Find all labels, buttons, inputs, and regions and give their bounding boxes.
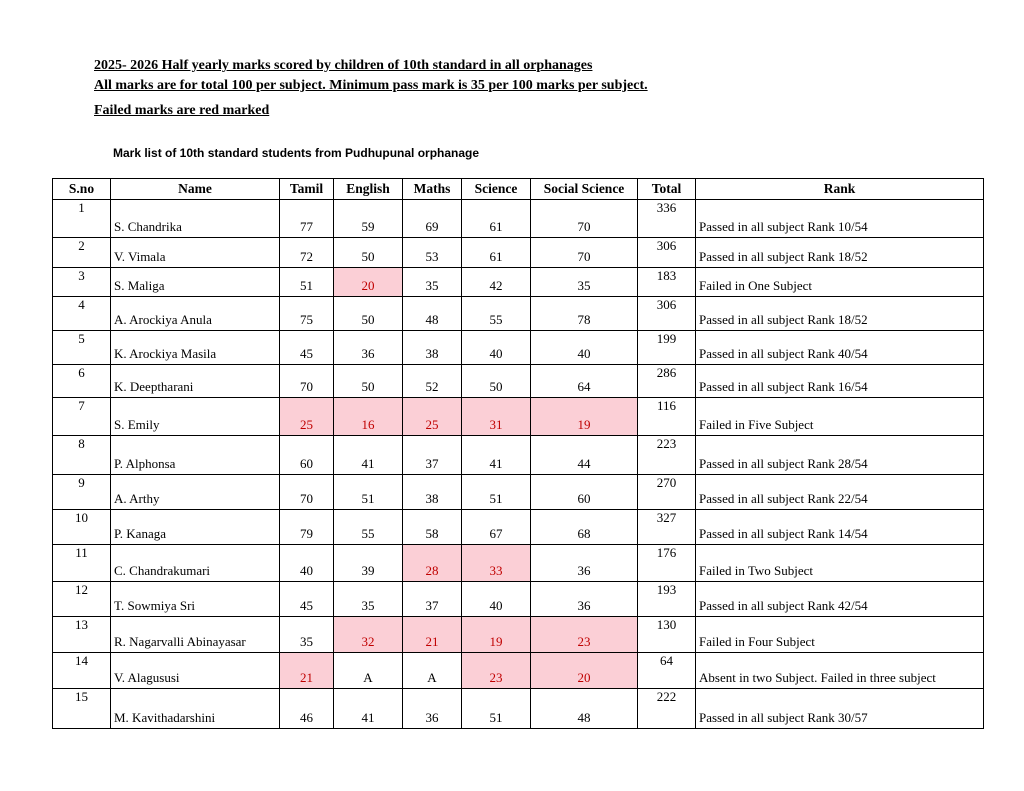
rank-status: Passed in all subject Rank 42/54: [696, 582, 984, 617]
mark-science: 23: [462, 653, 531, 689]
rank-status: Failed in Four Subject: [696, 617, 984, 653]
total-marks: 222: [638, 689, 696, 729]
document-title: 2025- 2026 Half yearly marks scored by children of 10th standard in all orphanages: [94, 58, 593, 73]
mark-tamil: 45: [280, 582, 334, 617]
mark-maths: 21: [403, 617, 462, 653]
mark-maths: 25: [403, 398, 462, 436]
student-name: P. Kanaga: [111, 510, 280, 545]
mark-science: 61: [462, 200, 531, 238]
rank-status: Passed in all subject Rank 28/54: [696, 436, 984, 475]
mark-science: 61: [462, 238, 531, 268]
mark-science: 41: [462, 436, 531, 475]
mark-social-science: 40: [531, 331, 638, 365]
mark-tamil: 72: [280, 238, 334, 268]
student-name: K. Deeptharani: [111, 365, 280, 398]
student-name: R. Nagarvalli Abinayasar: [111, 617, 280, 653]
student-name: T. Sowmiya Sri: [111, 582, 280, 617]
mark-english: 41: [334, 436, 403, 475]
mark-social-science: 70: [531, 200, 638, 238]
student-name: A. Arockiya Anula: [111, 297, 280, 331]
total-marks: 183: [638, 268, 696, 297]
total-marks: 193: [638, 582, 696, 617]
table-row: [53, 545, 984, 582]
row-sno: 10: [53, 510, 111, 545]
rank-status: Passed in all subject Rank 16/54: [696, 365, 984, 398]
mark-maths: 35: [403, 268, 462, 297]
mark-social-science: 36: [531, 582, 638, 617]
student-name: P. Alphonsa: [111, 436, 280, 475]
rank-status: Passed in all subject Rank 14/54: [696, 510, 984, 545]
mark-social-science: 36: [531, 545, 638, 582]
col-header-social-science: Social Science: [531, 179, 638, 200]
student-name: C. Chandrakumari: [111, 545, 280, 582]
mark-tamil: 35: [280, 617, 334, 653]
col-header-english: English: [334, 179, 403, 200]
row-sno: 3: [53, 268, 111, 297]
student-name: V. Vimala: [111, 238, 280, 268]
mark-maths: 48: [403, 297, 462, 331]
rank-status: Passed in all subject Rank 10/54: [696, 200, 984, 238]
mark-maths: 28: [403, 545, 462, 582]
col-header-sno: S.no: [53, 179, 111, 200]
mark-english: A: [334, 653, 403, 689]
mark-science: 50: [462, 365, 531, 398]
table-row: [53, 653, 984, 689]
mark-tamil: 40: [280, 545, 334, 582]
mark-science: 19: [462, 617, 531, 653]
mark-social-science: 48: [531, 689, 638, 729]
table-row: [53, 617, 984, 653]
mark-science: 51: [462, 689, 531, 729]
col-header-total: Total: [638, 179, 696, 200]
row-sno: 6: [53, 365, 111, 398]
rank-status: Passed in all subject Rank 18/52: [696, 297, 984, 331]
row-sno: 4: [53, 297, 111, 331]
mark-english: 39: [334, 545, 403, 582]
mark-social-science: 60: [531, 475, 638, 510]
total-marks: 306: [638, 297, 696, 331]
rank-status: Failed in One Subject: [696, 268, 984, 297]
table-row: [53, 436, 984, 475]
mark-social-science: 23: [531, 617, 638, 653]
mark-science: 55: [462, 297, 531, 331]
mark-english: 50: [334, 238, 403, 268]
rank-status: Passed in all subject Rank 22/54: [696, 475, 984, 510]
row-sno: 7: [53, 398, 111, 436]
mark-tamil: 70: [280, 365, 334, 398]
mark-maths: 37: [403, 582, 462, 617]
mark-english: 51: [334, 475, 403, 510]
mark-maths: 38: [403, 331, 462, 365]
total-marks: 270: [638, 475, 696, 510]
row-sno: 9: [53, 475, 111, 510]
row-sno: 15: [53, 689, 111, 729]
mark-social-science: 78: [531, 297, 638, 331]
total-marks: 286: [638, 365, 696, 398]
mark-maths: 69: [403, 200, 462, 238]
mark-maths: 53: [403, 238, 462, 268]
rank-status: Absent in two Subject. Failed in three subject: [696, 653, 984, 689]
table-title: Mark list of 10th standard students from Pudhupunal orphanage: [113, 146, 480, 160]
mark-maths: 58: [403, 510, 462, 545]
row-sno: 2: [53, 238, 111, 268]
row-sno: 1: [53, 200, 111, 238]
total-marks: 327: [638, 510, 696, 545]
student-name: K. Arockiya Masila: [111, 331, 280, 365]
mark-maths: 36: [403, 689, 462, 729]
mark-maths: 38: [403, 475, 462, 510]
mark-science: 67: [462, 510, 531, 545]
col-header-tamil: Tamil: [280, 179, 334, 200]
rank-status: Failed in Two Subject: [696, 545, 984, 582]
mark-english: 20: [334, 268, 403, 297]
mark-tamil: 70: [280, 475, 334, 510]
col-header-science: Science: [462, 179, 531, 200]
mark-social-science: 68: [531, 510, 638, 545]
mark-tamil: 25: [280, 398, 334, 436]
row-sno: 12: [53, 582, 111, 617]
mark-science: 40: [462, 331, 531, 365]
total-marks: 306: [638, 238, 696, 268]
total-marks: 336: [638, 200, 696, 238]
table-row: [53, 689, 984, 729]
col-header-rank: Rank: [696, 179, 984, 200]
mark-tamil: 75: [280, 297, 334, 331]
mark-science: 40: [462, 582, 531, 617]
table-row: [53, 200, 984, 238]
mark-english: 35: [334, 582, 403, 617]
mark-english: 36: [334, 331, 403, 365]
mark-tamil: 46: [280, 689, 334, 729]
total-marks: 130: [638, 617, 696, 653]
mark-social-science: 64: [531, 365, 638, 398]
mark-tamil: 51: [280, 268, 334, 297]
mark-science: 31: [462, 398, 531, 436]
mark-english: 55: [334, 510, 403, 545]
mark-tamil: 45: [280, 331, 334, 365]
student-name: S. Maliga: [111, 268, 280, 297]
table-row: [53, 475, 984, 510]
table-row: [53, 365, 984, 398]
marks-table: [52, 178, 984, 729]
mark-tamil: 79: [280, 510, 334, 545]
mark-science: 33: [462, 545, 531, 582]
table-row: [53, 398, 984, 436]
marks-rule-note: All marks are for total 100 per subject. Minimum pass mark is 35 per 100 marks per subject.: [94, 78, 648, 93]
rank-status: Failed in Five Subject: [696, 398, 984, 436]
rank-status: Passed in all subject Rank 30/57: [696, 689, 984, 729]
mark-social-science: 20: [531, 653, 638, 689]
row-sno: 5: [53, 331, 111, 365]
row-sno: 14: [53, 653, 111, 689]
mark-maths: A: [403, 653, 462, 689]
student-name: S. Emily: [111, 398, 280, 436]
row-sno: 13: [53, 617, 111, 653]
mark-english: 50: [334, 365, 403, 398]
table-row: [53, 238, 984, 268]
total-marks: 176: [638, 545, 696, 582]
mark-maths: 52: [403, 365, 462, 398]
table-row: [53, 297, 984, 331]
rank-status: Passed in all subject Rank 18/52: [696, 238, 984, 268]
row-sno: 8: [53, 436, 111, 475]
col-header-maths: Maths: [403, 179, 462, 200]
mark-science: 42: [462, 268, 531, 297]
student-name: S. Chandrika: [111, 200, 280, 238]
table-row: [53, 268, 984, 297]
mark-social-science: 44: [531, 436, 638, 475]
mark-tamil: 60: [280, 436, 334, 475]
table-row: [53, 331, 984, 365]
mark-english: 59: [334, 200, 403, 238]
total-marks: 223: [638, 436, 696, 475]
mark-social-science: 35: [531, 268, 638, 297]
row-sno: 11: [53, 545, 111, 582]
table-header-row: [53, 179, 984, 200]
mark-english: 41: [334, 689, 403, 729]
mark-social-science: 70: [531, 238, 638, 268]
total-marks: 199: [638, 331, 696, 365]
table-row: [53, 510, 984, 545]
table-row: [53, 582, 984, 617]
total-marks: 64: [638, 653, 696, 689]
mark-english: 50: [334, 297, 403, 331]
failed-marks-note: Failed marks are red marked: [94, 103, 270, 118]
student-name: A. Arthy: [111, 475, 280, 510]
mark-tamil: 21: [280, 653, 334, 689]
mark-science: 51: [462, 475, 531, 510]
mark-english: 16: [334, 398, 403, 436]
student-name: V. Alagususi: [111, 653, 280, 689]
mark-maths: 37: [403, 436, 462, 475]
mark-english: 32: [334, 617, 403, 653]
student-name: M. Kavithadarshini: [111, 689, 280, 729]
mark-social-science: 19: [531, 398, 638, 436]
total-marks: 116: [638, 398, 696, 436]
col-header-name: Name: [111, 179, 280, 200]
rank-status: Passed in all subject Rank 40/54: [696, 331, 984, 365]
mark-tamil: 77: [280, 200, 334, 238]
